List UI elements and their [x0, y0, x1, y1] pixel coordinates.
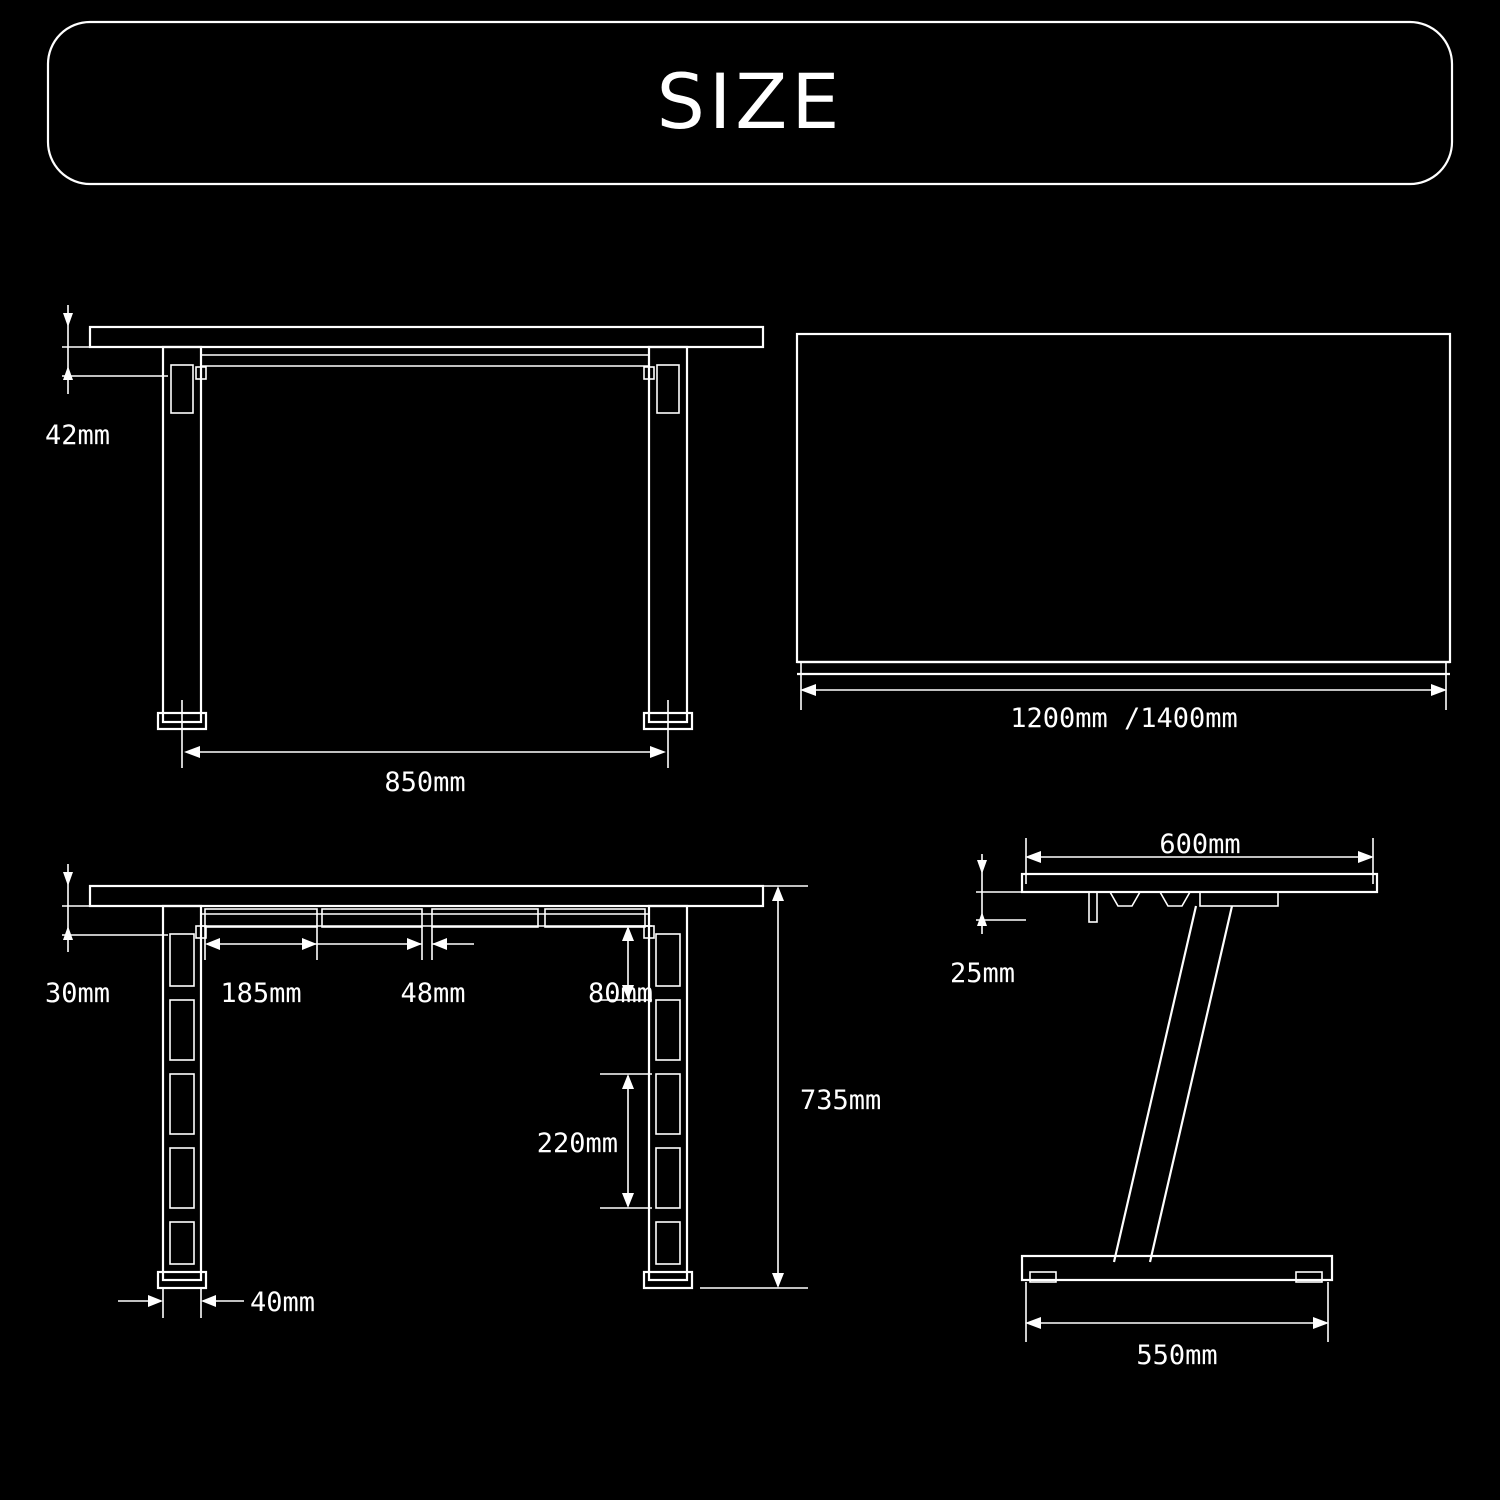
dim-40mm: 40mm: [250, 1287, 316, 1318]
dim-550mm: 550mm: [1136, 1340, 1218, 1371]
dim-30mm: 30mm: [45, 978, 111, 1009]
dim-48mm: 48mm: [400, 978, 466, 1009]
desk-side-view: [950, 829, 1377, 1371]
dim-25mm: 25mm: [950, 958, 1016, 989]
dim-42mm: 42mm: [45, 420, 111, 451]
desk-front-view: [45, 305, 763, 798]
dim-1200-1400mm: 1200mm /1400mm: [1010, 703, 1238, 734]
dim-735mm: 735mm: [800, 1085, 882, 1116]
dim-80mm: 80mm: [588, 978, 654, 1009]
dim-600mm: 600mm: [1159, 829, 1241, 860]
desk-top-view: [797, 334, 1450, 734]
page-title: SIZE: [656, 57, 844, 146]
dim-220mm: 220mm: [536, 1128, 618, 1159]
title-banner: [48, 22, 1452, 184]
dim-850mm: 850mm: [384, 767, 466, 798]
dim-185mm: 185mm: [220, 978, 302, 1009]
desk-front-detail-view: [45, 864, 881, 1318]
